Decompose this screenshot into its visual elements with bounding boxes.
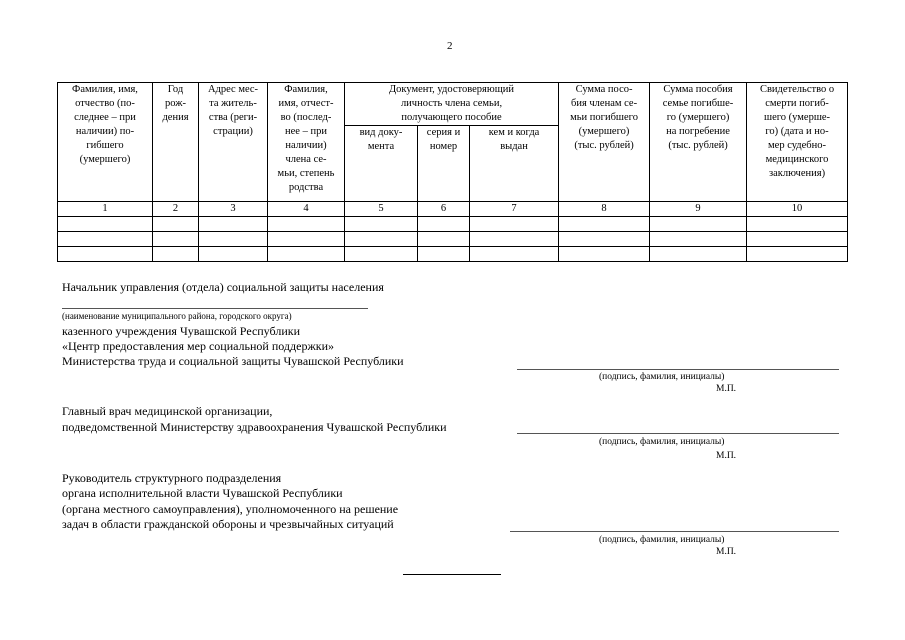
table-cell — [153, 217, 199, 232]
table-cell — [268, 217, 345, 232]
table-row — [58, 217, 848, 232]
block1-hint: (наименование муниципального района, городского округа) — [62, 311, 292, 321]
column-number: 2 — [153, 202, 199, 217]
block2-line1: Главный врач медицинской организации, — [62, 404, 273, 418]
block3-signature-hint: (подпись, фамилия, инициалы) — [599, 535, 725, 545]
column-number: 1 — [58, 202, 153, 217]
table-row — [58, 247, 848, 262]
column-number: 5 — [345, 202, 418, 217]
footer-divider — [403, 574, 501, 575]
block2-stamp: М.П. — [716, 451, 737, 461]
block1-line2: казенного учреждения Чувашской Республики — [62, 324, 300, 338]
block3-stamp: М.П. — [716, 547, 737, 557]
table-cell — [418, 247, 470, 262]
table-cell — [153, 247, 199, 262]
block3-line4: задач в области гражданской обороны и чрезвычайных ситуаций — [62, 517, 394, 531]
table-cell — [58, 247, 153, 262]
table-cell — [650, 247, 747, 262]
table-cell — [747, 247, 848, 262]
table-cell — [199, 217, 268, 232]
table-cell — [199, 232, 268, 247]
column-number: 8 — [559, 202, 650, 217]
table-cell — [345, 232, 418, 247]
header-col-2: Год рож- дения — [153, 83, 199, 202]
header-col-10: Свидетельство о смерти погиб- шего (умерше- го) (дата и но- мер судебно- медицинского заключения) — [747, 83, 848, 202]
header-col-3: Адрес мес- та житель- ства (реги- страции) — [199, 83, 268, 202]
block3-line3: (органа местного самоуправления), уполномоченного на решение — [62, 502, 399, 516]
table-cell — [470, 217, 559, 232]
block2-signature-hint: (подпись, фамилия, инициалы) — [599, 437, 725, 447]
table-cell — [153, 232, 199, 247]
table-row — [58, 232, 848, 247]
column-number: 9 — [650, 202, 747, 217]
table-header-row — [58, 83, 848, 126]
table-cell — [345, 247, 418, 262]
table-cell — [418, 232, 470, 247]
table-cell — [58, 232, 153, 247]
table-cell — [650, 232, 747, 247]
table-cell — [418, 217, 470, 232]
block1-line4: Министерства труда и социальной защиты Чувашской Республики — [62, 354, 404, 368]
block3-line2: органа исполнительной власти Чувашской Республики — [62, 486, 343, 500]
block1-title: Начальник управления (отдела) социальной защиты населения — [62, 280, 384, 294]
block1-line3: «Центр предоставления мер социальной поддержки» — [62, 339, 335, 353]
block1-stamp: М.П. — [716, 384, 737, 394]
header-col-6: серия и номер — [418, 126, 470, 202]
column-number: 10 — [747, 202, 848, 217]
table-cell — [199, 247, 268, 262]
table-cell — [345, 217, 418, 232]
block1-signature-line — [517, 369, 839, 370]
header-col-9: Сумма пособия семье погибше- го (умершего) на погребение (тыс. рублей) — [650, 83, 747, 202]
header-col-8: Сумма посо- бия членам се- мьи погибшего (умершего) (тыс. рублей) — [559, 83, 650, 202]
table-cell — [559, 217, 650, 232]
table-cell — [268, 247, 345, 262]
table-cell — [559, 247, 650, 262]
table-cell — [470, 247, 559, 262]
header-col-1: Фамилия, имя, отчество (по- следнее – при наличии) по- гибшего (умершего) — [58, 83, 153, 202]
table-cell — [650, 217, 747, 232]
table-cell — [747, 217, 848, 232]
header-col-5: вид доку- мента — [345, 126, 418, 202]
table-cell — [268, 232, 345, 247]
column-number: 4 — [268, 202, 345, 217]
block2-signature-line — [517, 433, 839, 434]
column-number: 3 — [199, 202, 268, 217]
header-col-4: Фамилия, имя, отчест- во (послед- нее – при наличии) члена се- мьи, степень родства — [268, 83, 345, 202]
block1-signature-hint: (подпись, фамилия, инициалы) — [599, 372, 725, 382]
table-cell — [559, 232, 650, 247]
block3-line1: Руководитель структурного подразделения — [62, 471, 282, 485]
block3-signature-line — [510, 531, 839, 532]
header-document-group: Документ, удостоверяющий личность члена семьи, получающего пособие — [345, 83, 559, 126]
column-number: 7 — [470, 202, 559, 217]
table-cell — [747, 232, 848, 247]
family-benefit-table — [57, 82, 848, 262]
block1-fill-line — [62, 308, 368, 309]
table-cell — [470, 232, 559, 247]
table-cell — [58, 217, 153, 232]
block2-line2: подведомственной Министерству здравоохранения Чувашской Республики — [62, 420, 447, 434]
column-number-row — [58, 202, 848, 217]
header-col-7: кем и когда выдан — [470, 126, 559, 202]
column-number: 6 — [418, 202, 470, 217]
page-number: 2 — [447, 40, 453, 52]
